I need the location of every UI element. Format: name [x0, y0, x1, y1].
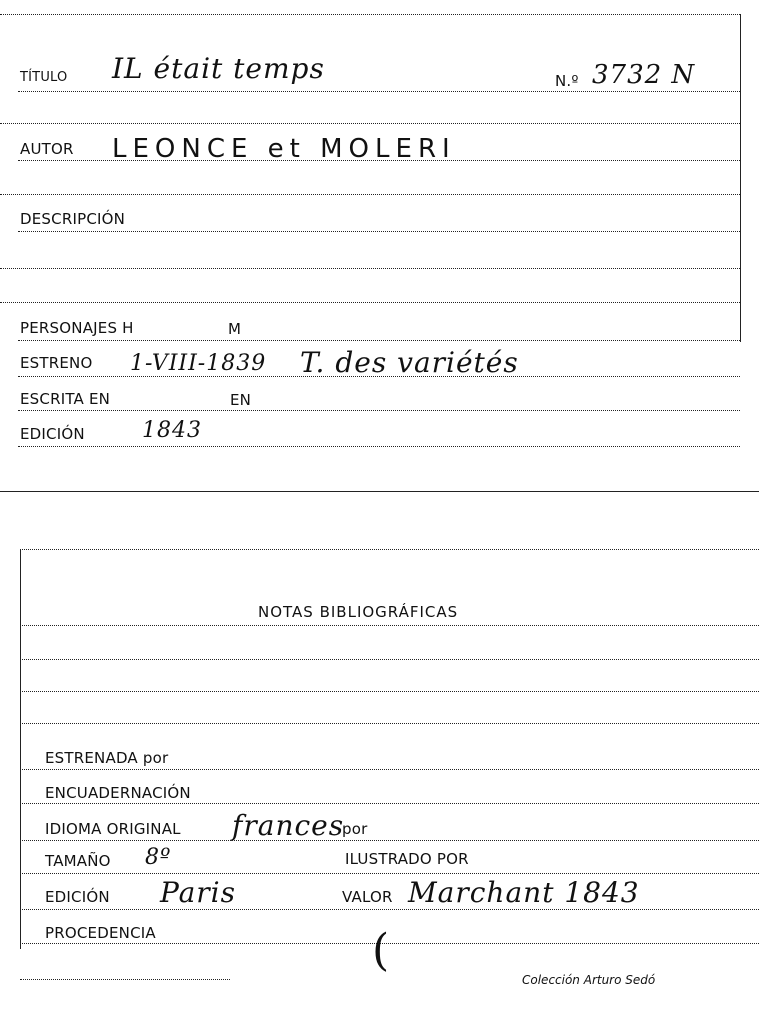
valor-value: Marchant 1843 — [408, 876, 640, 909]
notas-line — [20, 625, 759, 626]
idioma-value: frances — [232, 809, 345, 842]
card-top-edge — [0, 14, 740, 15]
tamano-line — [20, 873, 759, 874]
valor-label: VALOR — [342, 888, 393, 906]
encuadernacion-label: ENCUADERNACIÓN — [45, 784, 191, 802]
personajes-m-label: M — [228, 320, 242, 338]
catalog-card-front — [0, 0, 759, 492]
catalog-card-back — [0, 543, 759, 1028]
titulo-label: TÍTULO — [20, 70, 68, 85]
estrenada-line — [20, 769, 759, 770]
ilustrado-label: ILUSTRADO POR — [345, 850, 469, 868]
idioma-line — [20, 840, 759, 841]
card-top-edge — [20, 549, 759, 550]
edicion-line — [20, 909, 759, 910]
escrita-line — [18, 410, 740, 411]
notas-label: NOTAS BIBLIOGRÁFICAS — [258, 603, 459, 621]
card-bottom-edge — [0, 491, 759, 492]
escrita-en-label: EN — [230, 391, 252, 409]
estrenada-label: ESTRENADA por — [45, 749, 169, 767]
estreno-theatre: T. des variétés — [300, 346, 519, 379]
edicion-value: 1843 — [142, 418, 202, 443]
titulo-value: IL était temps — [112, 52, 325, 85]
edicion-value: Paris — [160, 876, 236, 909]
edicion-label: EDICIÓN — [45, 888, 110, 906]
card-left-edge — [20, 549, 21, 949]
procedencia-label: PROCEDENCIA — [45, 924, 156, 942]
encuadernacion-line — [20, 803, 759, 804]
personajes-line — [18, 340, 740, 341]
tamano-label: TAMAÑO — [45, 852, 111, 870]
titulo-line — [18, 91, 740, 92]
tamano-value: 8º — [145, 845, 172, 870]
descripcion-label: DESCRIPCIÓN — [20, 210, 126, 228]
estreno-date: 1-VIII-1839 — [130, 351, 267, 376]
descripcion-line — [18, 231, 740, 232]
autor-value: LEONCE et MOLERI — [112, 134, 456, 164]
rule — [20, 659, 759, 660]
rule — [20, 723, 759, 724]
edicion-line — [18, 446, 740, 447]
estreno-label: ESTRENO — [20, 354, 93, 372]
personajes-label: PERSONAJES H — [20, 319, 134, 337]
handwritten-mark: ( — [372, 925, 391, 976]
por-label: por — [342, 820, 368, 838]
rule — [0, 268, 740, 269]
numero-label: N.º — [555, 72, 579, 90]
rule — [0, 123, 740, 124]
rule — [20, 691, 759, 692]
idioma-label: IDIOMA ORIGINAL — [45, 820, 181, 838]
estreno-line — [18, 376, 740, 377]
rule — [0, 194, 740, 195]
rule — [0, 302, 740, 303]
autor-line — [18, 160, 740, 161]
rule — [20, 979, 230, 980]
coleccion-label: Colección Arturo Sedó — [522, 973, 656, 987]
card-right-edge — [740, 14, 741, 342]
autor-label: AUTOR — [20, 140, 74, 158]
edicion-label: EDICIÓN — [20, 425, 85, 443]
escrita-label: ESCRITA EN — [20, 390, 111, 408]
numero-value: 3732 N — [592, 60, 696, 90]
